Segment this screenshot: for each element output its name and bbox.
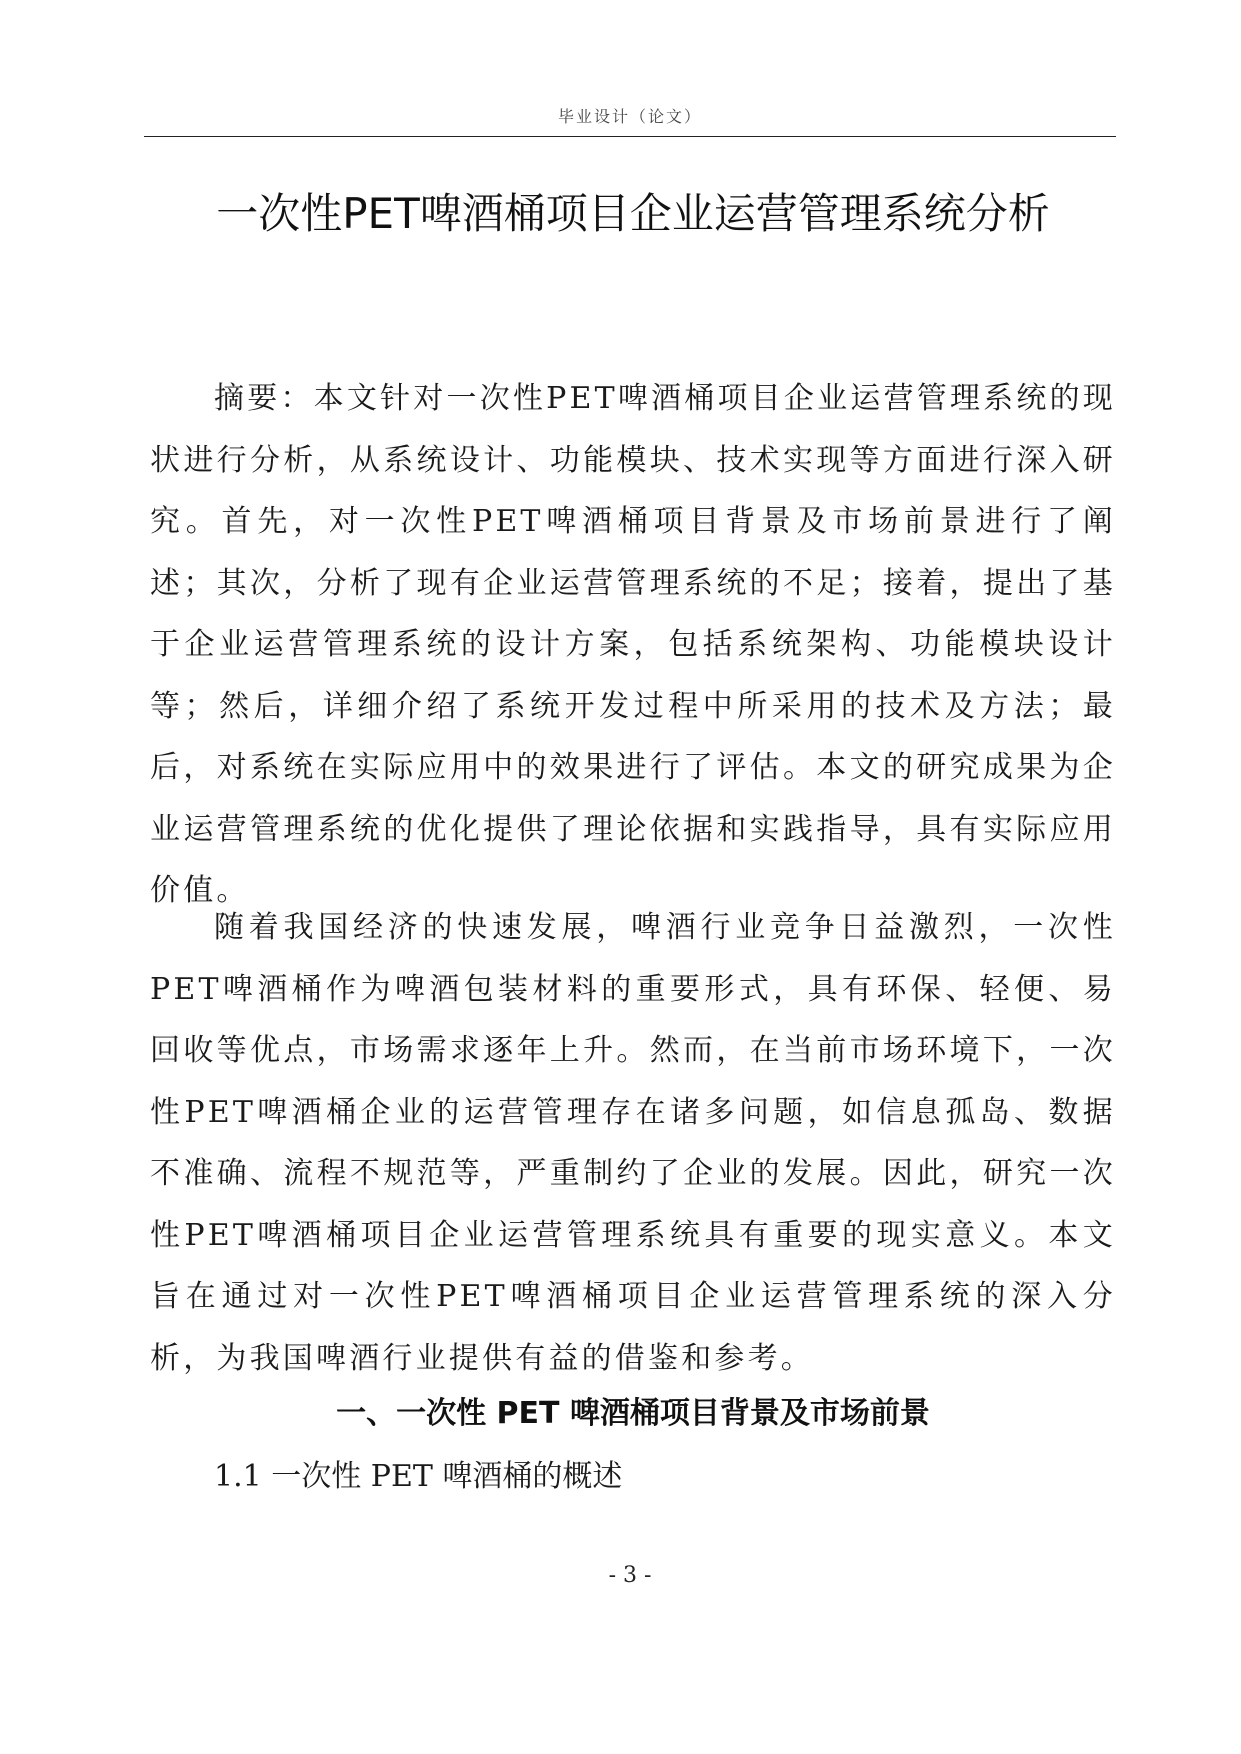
section-heading: 一、一次性 PET 啤酒桶项目背景及市场前景	[336, 1396, 930, 1431]
page-number: - 3 -	[608, 1563, 652, 1588]
running-header: 毕业设计（论文）	[557, 107, 702, 126]
header-divider	[144, 136, 1116, 137]
introduction-paragraph: 随着我国经济的快速发展，啤酒行业竞争日益激烈，一次性PET啤酒桶作为啤酒包装材料的重要形式，具有环保、轻便、易回收等优点，市场需求逐年上升。然而，在当前市场环境下，一次性PET啤酒桶企业的运营管理存在诸多问题，如信息孤岛、数据不准确、流程不规范等，严重制约了企业的发展。因此，研究一次性PET啤酒桶项目企业运营管理系统具有重要的现实意义。本文旨在通过对一次性PET啤酒桶项目企业运营管理系统的深入分析，为我国啤酒行业提供有益的借鉴和参考。	[150, 910, 1116, 1376]
subsection-heading: 1.1 一次性 PET 啤酒桶的概述	[214, 1459, 623, 1494]
abstract-paragraph: 摘要：本文针对一次性PET啤酒桶项目企业运营管理系统的现状进行分析，从系统设计、功能模块、技术实现等方面进行深入研究。首先，对一次性PET啤酒桶项目背景及市场前景进行了阐述；其次，分析了现有企业运营管理系统的不足；接着，提出了基于企业运营管理系统的设计方案，包括系统架构、功能模块设计等；然后，详细介绍了系统开发过程中所采用的技术及方法；最后，对系统在实际应用中的效果进行了评估。本文的研究成果为企业运营管理系统的优化提供了理论依据和实践指导，具有实际应用价值。	[150, 381, 1116, 908]
paper-title: 一次性PET啤酒桶项目企业运营管理系统分析	[216, 189, 1050, 238]
